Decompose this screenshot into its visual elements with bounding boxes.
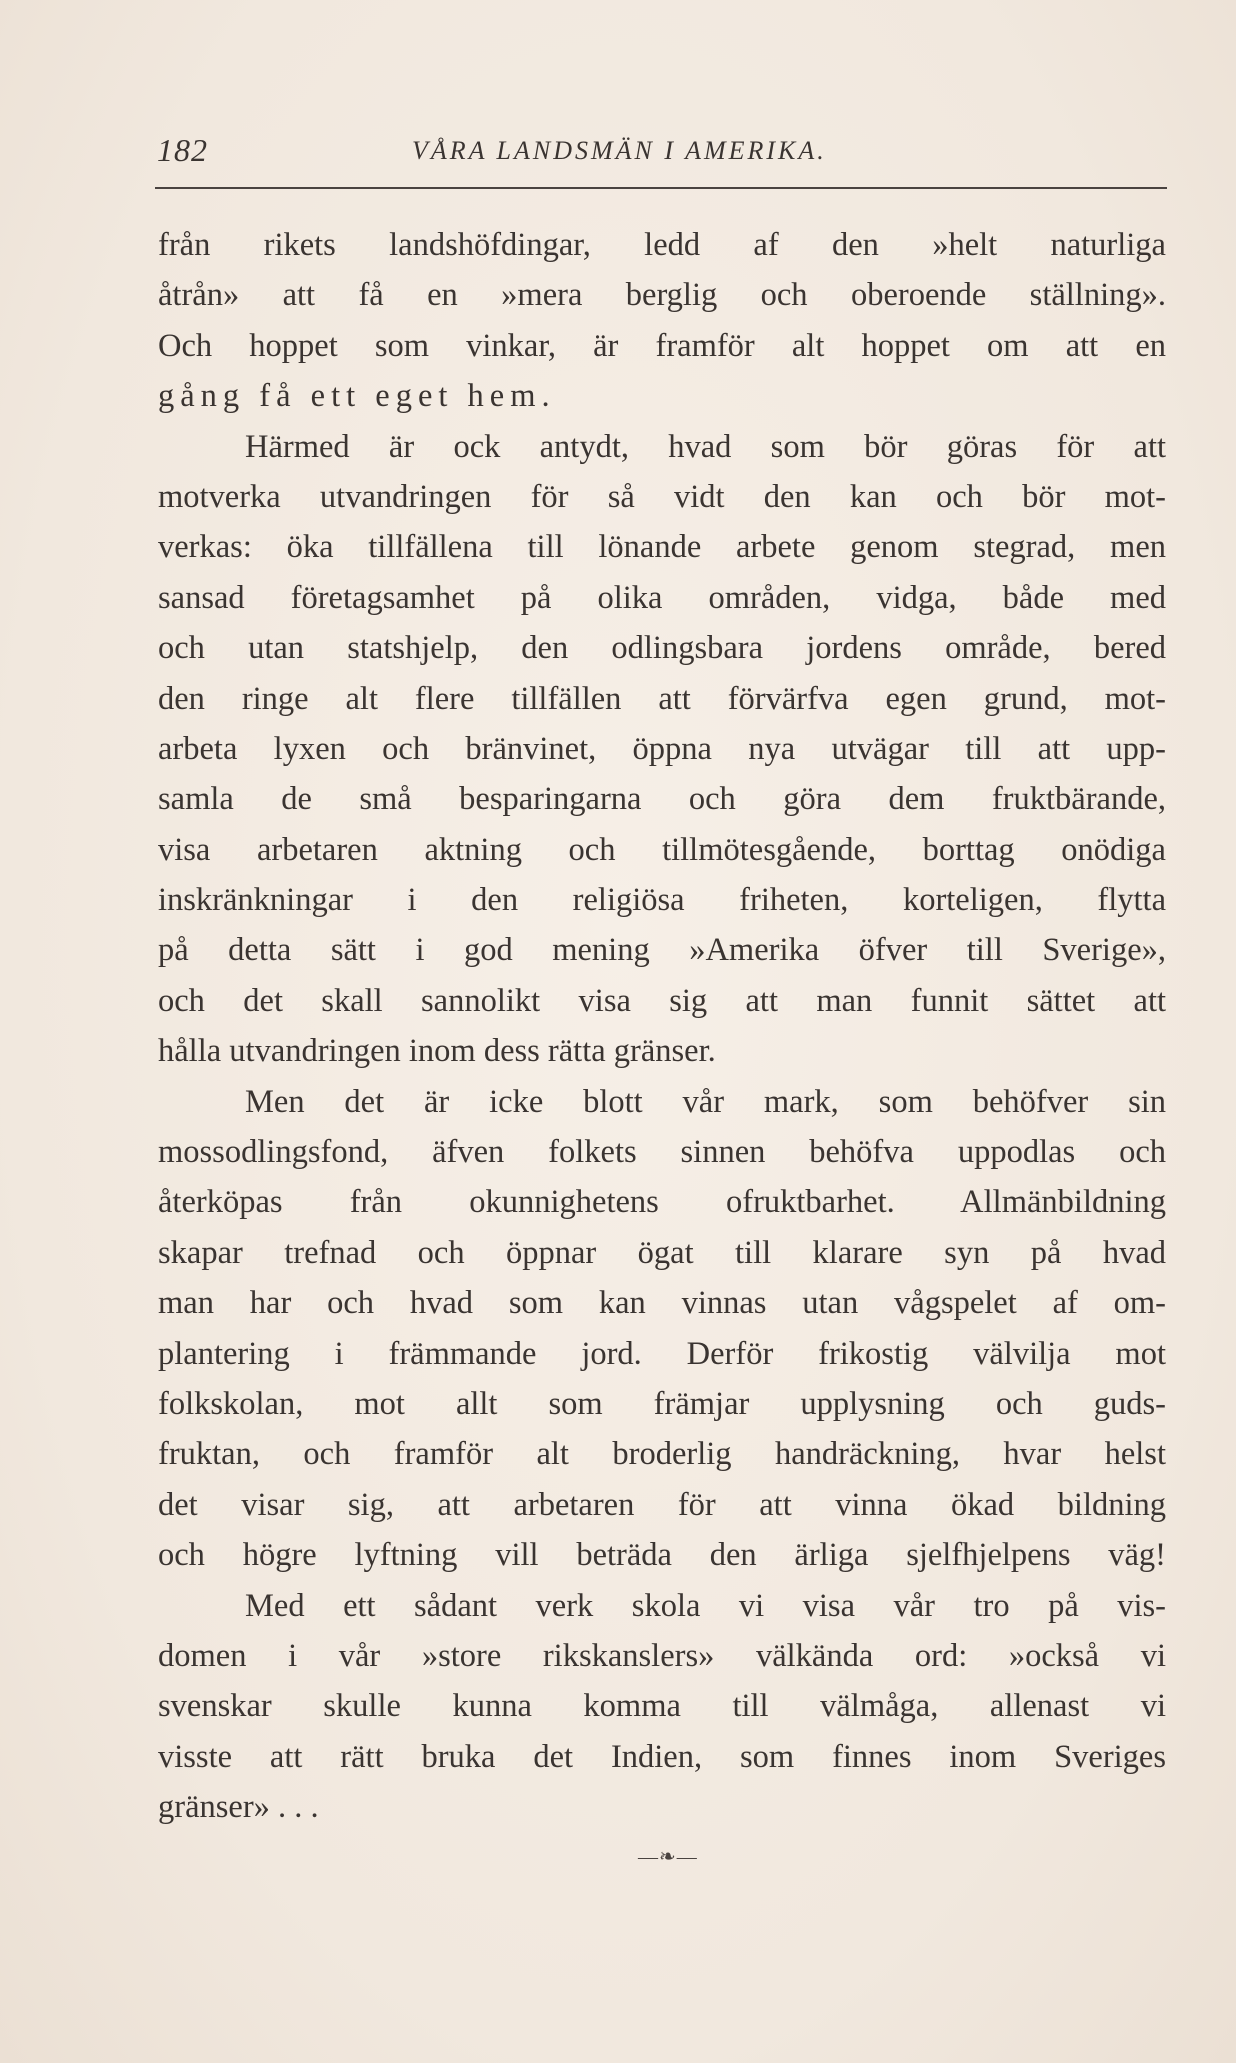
text-line: och det skall sannolikt visa sig att man funnit sättet att [158,982,1166,1019]
text-line: Men det är icke blott vår mark, som behöfver sin [245,1083,1166,1120]
text-line: fruktan, och framför alt broderlig handräckning, hvar helst [158,1436,1166,1473]
page-number: 182 [157,132,208,168]
text-line: återköpas från okunnighetens ofruktbarhet. Allmänbildning [158,1184,1166,1221]
text-line: Och hoppet som vinkar, är framför alt hoppet om att en [158,327,1166,364]
text-line: folkskolan, mot allt som främjar upplysning och guds- [158,1385,1166,1422]
text-line: inskränkningar i den religiösa friheten, korteligen, flytta [158,882,1166,919]
text-line: hålla utvandringen inom dess rätta gränser. [158,1033,716,1070]
text-line: gång få ett eget hem. [158,378,556,415]
text-line: och utan statshjelp, den odlingsbara jordens område, bered [158,630,1166,667]
text-line: på detta sätt i god mening »Amerika öfver till Sverige», [158,932,1166,969]
running-title: VÅRA LANDSMÄN I AMERIKA. [412,136,827,165]
text-line: motverka utvandringen för så vidt den kan och bör mot- [158,478,1166,515]
text-line: verkas: öka tillfällena till lönande arbete genom stegrad, men [158,529,1166,566]
text-line: mossodlingsfond, äfven folkets sinnen behöfva uppodlas och [158,1134,1166,1171]
text-line: från rikets landshöfdingar, ledd af den »helt naturliga [158,227,1166,263]
text-line: sansad företagsamhet på olika områden, vidga, både med [158,579,1166,616]
body-text [158,220,1166,1833]
text-line: svenskar skulle kunna komma till välmåga, allenast vi [158,1688,1166,1725]
page-header [157,132,1165,172]
text-line: den ringe alt flere tillfällen att förvärfva egen grund, mot- [158,680,1166,717]
text-line: visa arbetaren aktning och tillmötesgående, borttag onödiga [158,831,1166,868]
text-line: åtrån» att få en »mera berglig och oberoende ställning». [158,277,1166,314]
text-line: samla de små besparingarna och göra dem fruktbärande, [158,781,1166,818]
text-line: Med ett sådant verk skola vi visa vår tro på vis- [245,1587,1166,1624]
text-line: domen i vår »store rikskanslers» välkända ord: »också vi [158,1637,1166,1674]
text-line: visste att rätt bruka det Indien, som finnes inom Sveriges [158,1738,1166,1775]
text-line: det visar sig, att arbetaren för att vinna ökad bildning [158,1486,1166,1523]
text-line: och högre lyftning vill beträda den ärliga sjelfhjelpens väg! [158,1537,1166,1574]
text-line: Härmed är ock antydt, hvad som bör göras för att [245,428,1166,465]
end-ornament: —❧— [638,1846,698,1868]
header-rule [155,187,1167,189]
text-line: gränser» . . . [158,1789,319,1826]
text-line: skapar trefnad och öppnar ögat till klarare syn på hvad [158,1234,1166,1271]
text-line: arbeta lyxen och bränvinet, öppna nya utvägar till att upp- [158,730,1166,767]
text-line: plantering i främmande jord. Derför frikostig välvilja mot [158,1335,1166,1372]
text-line: man har och hvad som kan vinnas utan vågspelet af om- [158,1285,1166,1322]
